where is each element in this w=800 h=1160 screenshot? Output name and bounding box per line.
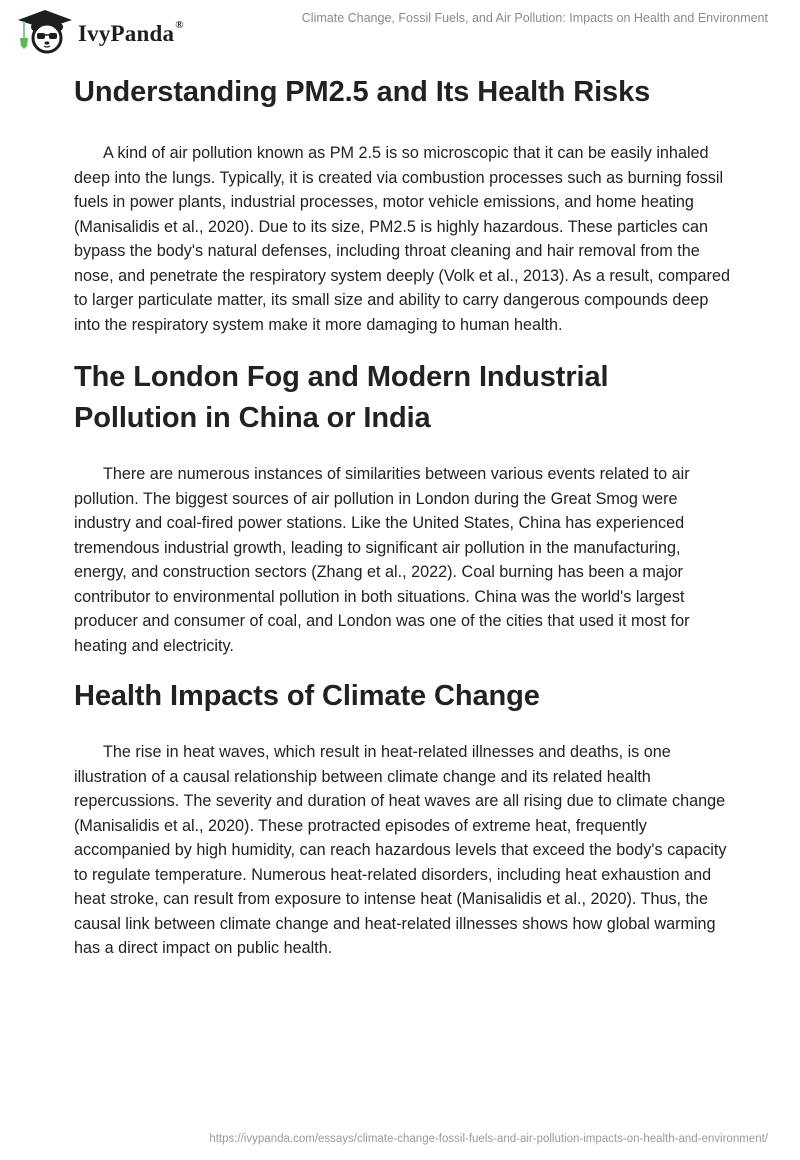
ivypanda-logo[interactable]: [16, 8, 184, 54]
section-paragraph-london-fog: There are numerous instances of similarities between various events related to air pollution. The biggest sources of air pollution in London during the Great Smog were industry and coal-fired power stations. Like the United States, China has experienced tremendous industrial growth, leading to significant air pollution in the manufacturing, energy, and construction sectors (Zhang et al., 2022). Coal burning has been a major contributor to environmental pollution in both situations. China was the world's largest producer and consumer of coal, and London was one of the cities that used it most for heating and electricity.: [74, 465, 690, 655]
essay-content: [74, 70, 734, 961]
section-heading-health-impacts: Health Impacts of Climate Change: [74, 680, 540, 712]
panda-graduate-icon: [16, 8, 74, 54]
registered-mark: ®: [175, 19, 184, 31]
source-url-link[interactable]: https://ivypanda.com/essays/climate-change-fossil-fuels-and-air-pollution-impacts-on-health-and-environment/: [209, 1133, 768, 1145]
section-paragraph-health-impacts: The rise in heat waves, which result in heat-related illnesses and deaths, is one illustration of a causal relationship between climate change and its related health repercussions. The severity and duration of heat waves are all rising due to climate change (Manisalidis et al., 2020). These protracted episodes of extreme heat, frequently accompanied by high humidity, can reach hazardous levels that exceed the body's capacity to regulate temperature. Numerous heat-related disorders, including heat exhaustion and heat stroke, can result from exposure to intense heat (Manisalidis et al., 2020). Thus, the causal link between climate change and heat-related illnesses shows how global warming has a direct impact on public health.: [74, 743, 727, 957]
document-title: Climate Change, Fossil Fuels, and Air Pollution: Impacts on Health and Environment: [301, 11, 768, 25]
brand-name: IvyPanda®: [78, 19, 184, 46]
section-heading-pm25: Understanding PM2.5 and Its Health Risks: [74, 76, 651, 108]
section-heading-london-fog: The London Fog and Modern Industrial Pollution in China or India: [74, 361, 609, 434]
section-paragraph-pm25: A kind of air pollution known as PM 2.5 is so microscopic that it can be easily inhaled deep into the lungs. Typically, it is created via combustion processes such as burning fossil fuels in power plants, industrial processes, motor vehicle emissions, and home heating (Manisalidis et al., 2020). Due to its size, PM2.5 is highly hazardous. These particles can bypass the body's natural defenses, including throat cleaning and hair removal from the nose, and penetrate the respiratory system deeply (Volk et al., 2013). As a result, compared to larger particulate matter, its small size and ability to carry dangerous compounds deep into the respiratory system make it more damaging to human health.: [74, 144, 730, 334]
page-header: [0, 0, 800, 60]
